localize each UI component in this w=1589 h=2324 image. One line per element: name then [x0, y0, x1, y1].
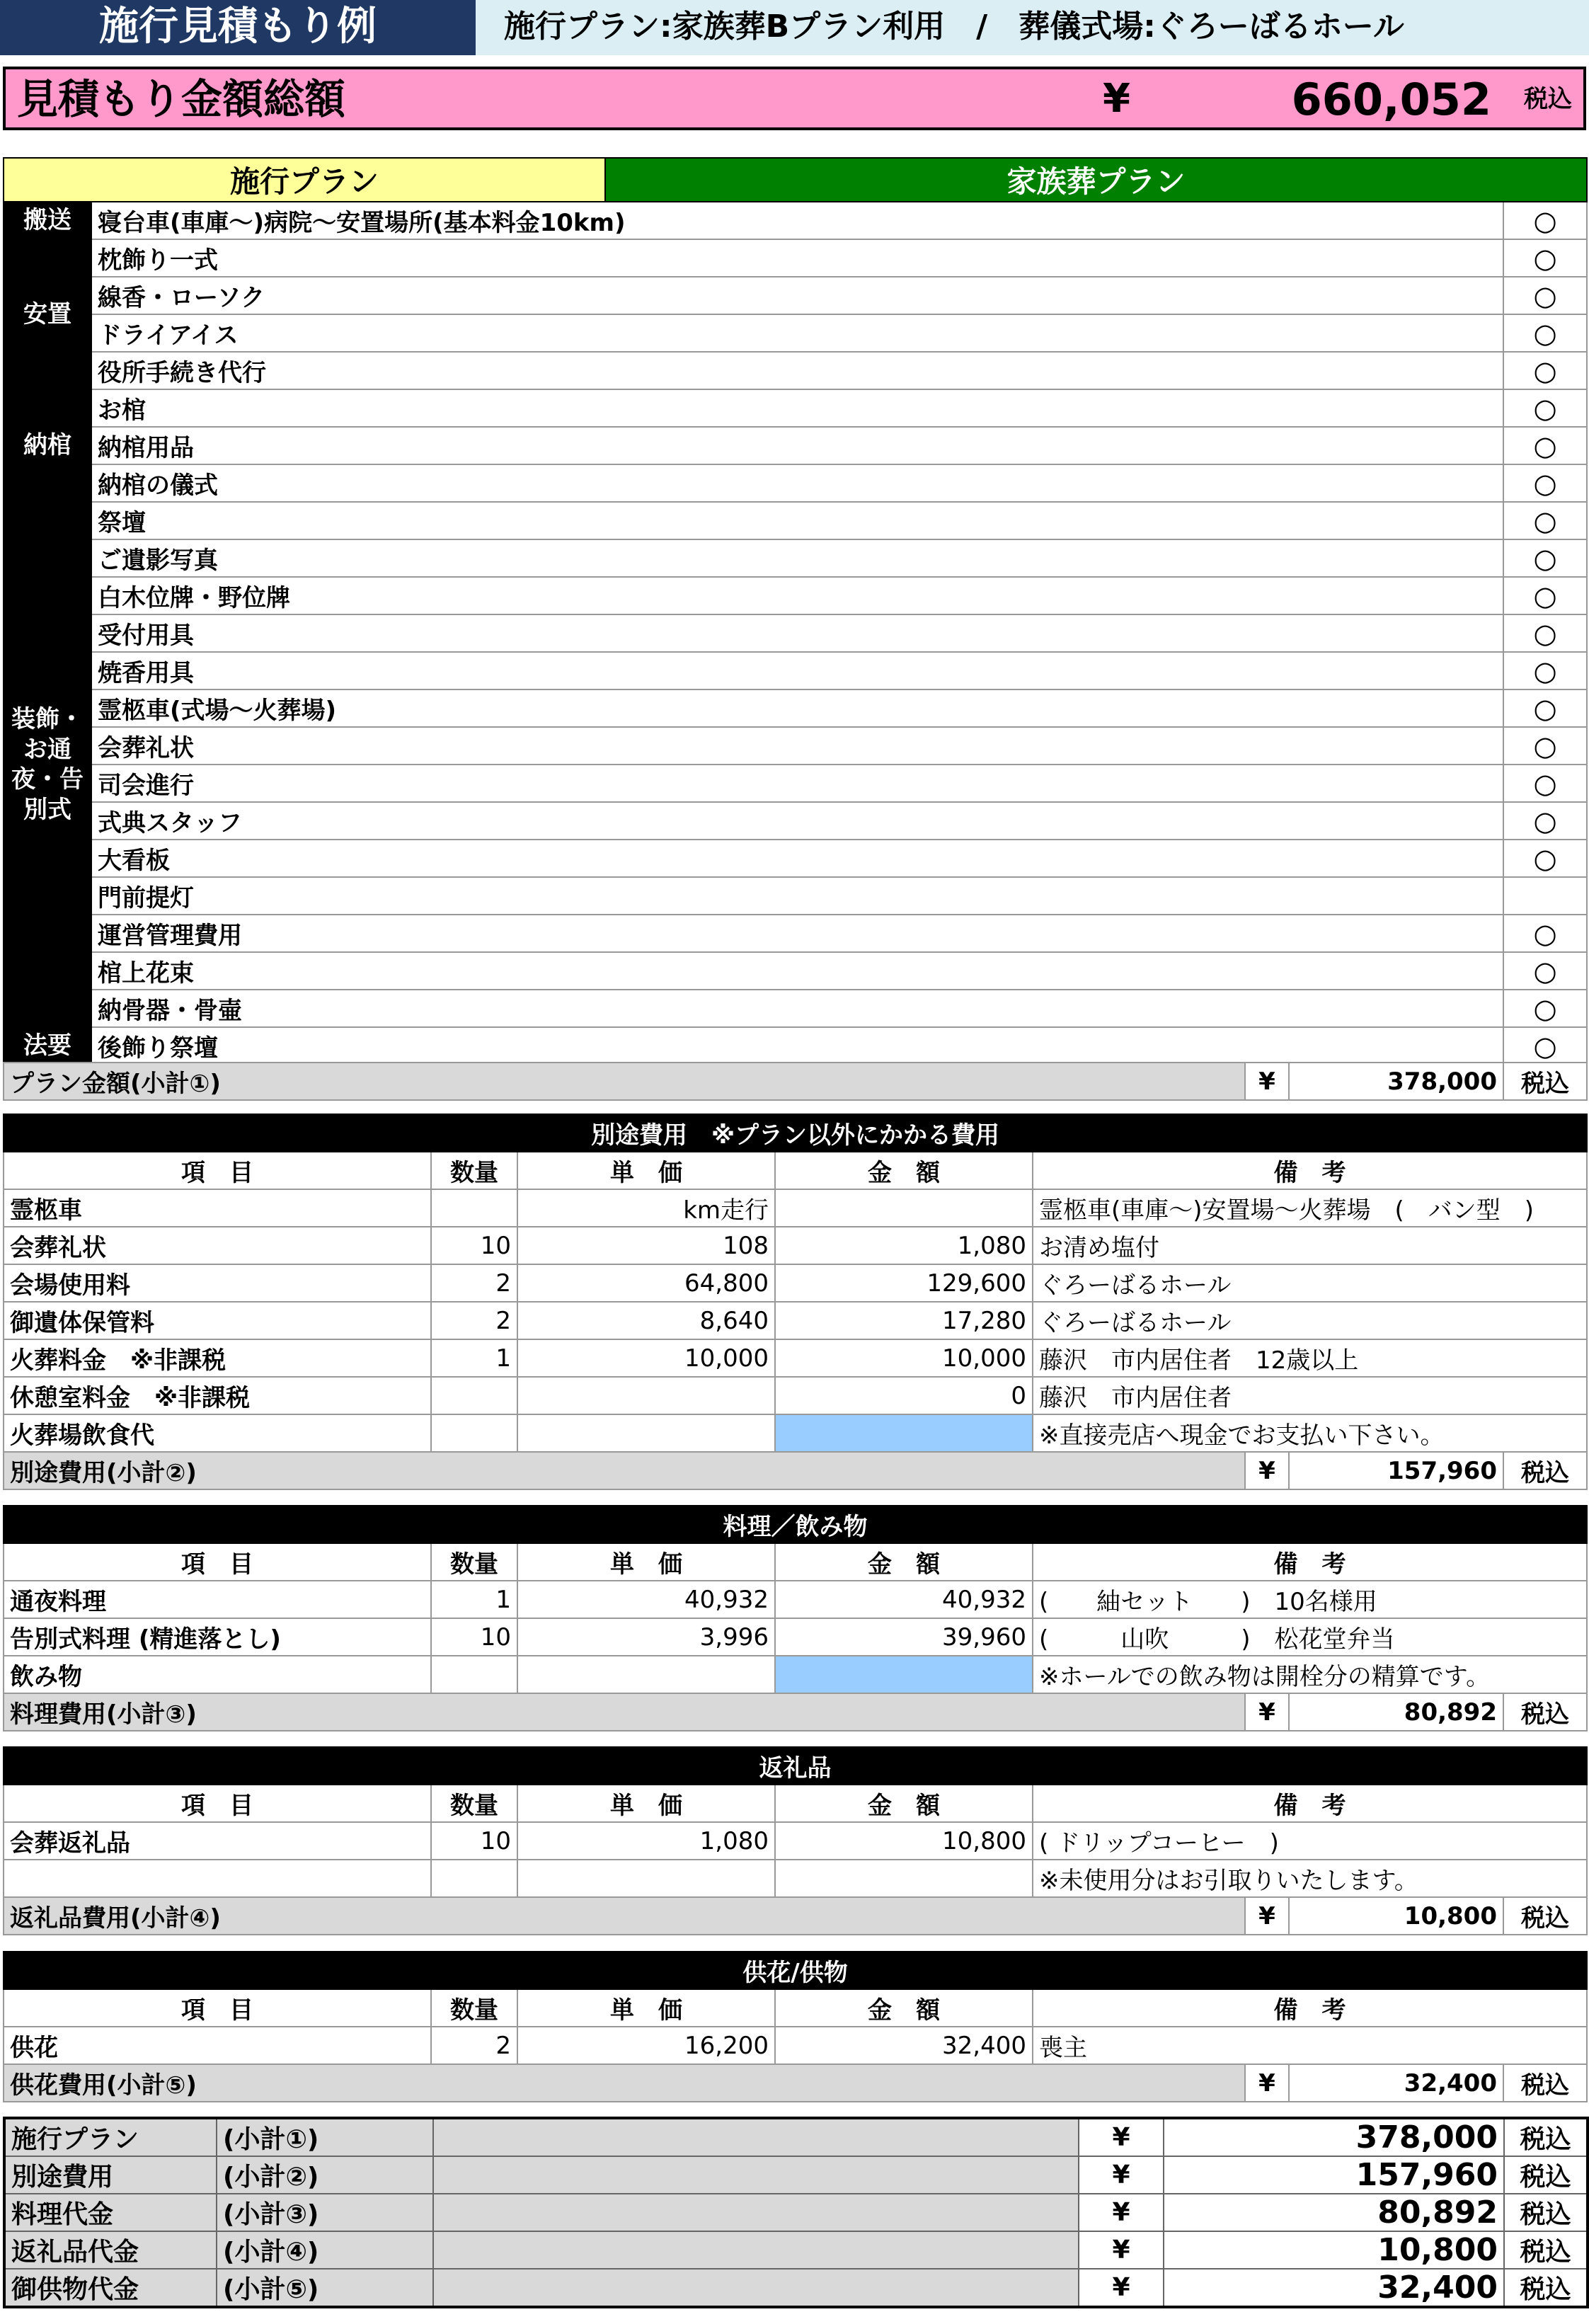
- plan-row: [4, 614, 1587, 652]
- item-name: 会場使用料: [4, 1264, 431, 1302]
- col-qty: 数量: [431, 1989, 517, 2027]
- summary-spacer: [433, 2269, 1079, 2307]
- table-row: [4, 1822, 1587, 1860]
- plan-row: [4, 202, 1587, 239]
- included-mark: ○: [1503, 952, 1587, 990]
- item-amount: 0: [775, 1377, 1033, 1414]
- plan-row: [4, 277, 1587, 314]
- plan-table: [3, 157, 1588, 1065]
- item-note: 藤沢 市内居住者: [1033, 1377, 1587, 1414]
- item-unit: 40,932: [517, 1581, 775, 1618]
- plan-item: 白木位牌・野位牌: [91, 577, 1503, 614]
- summary-row: [4, 2118, 1588, 2156]
- table-row: [4, 1581, 1587, 1618]
- item-name: 告別式料理 (精進落とし): [4, 1618, 431, 1656]
- plan-item: 霊柩車(式場～火葬場): [91, 689, 1503, 727]
- item-note: ※ホールでの飲み物は開栓分の精算です。: [1033, 1656, 1587, 1693]
- plan-row: [4, 727, 1587, 765]
- extra-subtotal-yen: ¥: [1245, 1452, 1289, 1489]
- item-unit: km走行: [517, 1189, 775, 1227]
- plan-subtotal-yen: ¥: [1245, 1063, 1289, 1100]
- item-unit: 1,080: [517, 1822, 775, 1860]
- plan-item: 祭壇: [91, 502, 1503, 539]
- plan-subtotal-label: プラン金額(小計①): [4, 1063, 1245, 1100]
- summary-tax: 税込: [1504, 2231, 1588, 2269]
- item-unit: 64,800: [517, 1264, 775, 1302]
- extra-section-title: 別途費用 ※プラン以外にかかる費用: [4, 1114, 1587, 1152]
- included-mark: ○: [1503, 502, 1587, 539]
- summary-row: [4, 2156, 1588, 2194]
- item-name: 供花: [4, 2027, 431, 2064]
- col-item: 項 目: [4, 1543, 431, 1581]
- item-note: ぐろーばるホール: [1033, 1264, 1587, 1302]
- included-mark: ○: [1503, 202, 1587, 239]
- item-unit: 16,200: [517, 2027, 775, 2064]
- item-note: 喪主: [1033, 2027, 1587, 2064]
- gift-subtotal-tax: 税込: [1503, 1897, 1587, 1935]
- extra-subtotal-label: 別途費用(小計②): [4, 1452, 1245, 1489]
- grand-total-tax: 税込: [1524, 85, 1572, 113]
- food-subtotal-amount: 80,892: [1289, 1693, 1503, 1731]
- item-amount: [775, 1414, 1033, 1452]
- col-unit-price: 単 価: [517, 1152, 775, 1189]
- summary-tax: 税込: [1504, 2269, 1588, 2307]
- col-note: 備 考: [1033, 1785, 1587, 1822]
- summary-amount: 378,000: [1164, 2118, 1504, 2156]
- plan-item: 会葬礼状: [91, 727, 1503, 765]
- item-qty: 1: [431, 1581, 517, 1618]
- item-qty: 1: [431, 1339, 517, 1377]
- plan-row: [4, 464, 1587, 502]
- summary-yen: ¥: [1079, 2194, 1164, 2231]
- table-row: [4, 1339, 1587, 1377]
- item-amount: 17,280: [775, 1302, 1033, 1339]
- summary-spacer: [433, 2194, 1079, 2231]
- included-mark: ○: [1503, 765, 1587, 802]
- plan-row: [4, 952, 1587, 990]
- item-unit: 108: [517, 1227, 775, 1264]
- summary-table: [3, 2117, 1589, 2308]
- item-qty: [431, 1377, 517, 1414]
- col-item: 項 目: [4, 1152, 431, 1189]
- table-row: [4, 1414, 1587, 1452]
- item-name: 会葬礼状: [4, 1227, 431, 1264]
- item-qty: [431, 1860, 517, 1897]
- food-section-title: 料理／飲み物: [4, 1506, 1587, 1543]
- extra-subtotal: [3, 1451, 1588, 1490]
- item-note: ( 山吹 ) 松花堂弁当: [1033, 1618, 1587, 1656]
- gift-subtotal: [3, 1896, 1588, 1935]
- item-qty: 10: [431, 1822, 517, 1860]
- table-row: [4, 1860, 1587, 1897]
- included-mark: ○: [1503, 689, 1587, 727]
- item-unit: [517, 1377, 775, 1414]
- flower-section-title: 供花/供物: [4, 1952, 1587, 1989]
- item-note: 霊柩車(車庫～)安置場～火葬場 ( バン型 ): [1033, 1189, 1587, 1227]
- plan-item: 棺上花束: [91, 952, 1503, 990]
- table-row: [4, 1189, 1587, 1227]
- item-note: ※直接売店へ現金でお支払い下さい。: [1033, 1414, 1587, 1452]
- item-unit: 8,640: [517, 1302, 775, 1339]
- category-anchi: 安置: [4, 239, 91, 389]
- category-hoyo: 法要: [4, 1027, 91, 1065]
- page-title: 施行見積もり例: [0, 0, 476, 55]
- item-name: 会葬返礼品: [4, 1822, 431, 1860]
- summary-spacer: [433, 2231, 1079, 2269]
- item-qty: 10: [431, 1227, 517, 1264]
- summary-sub: (小計①): [217, 2118, 433, 2156]
- category-decoration: 装飾・お通夜・告別式: [4, 502, 91, 1027]
- plan-row: [4, 539, 1587, 577]
- item-name: 火葬場飲食代: [4, 1414, 431, 1452]
- included-mark: ○: [1503, 464, 1587, 502]
- table-row: [4, 1227, 1587, 1264]
- plan-item: 線香・ローソク: [91, 277, 1503, 314]
- included-mark: ○: [1503, 239, 1587, 277]
- plan-item: 納骨器・骨壷: [91, 990, 1503, 1027]
- summary-spacer: [433, 2156, 1079, 2194]
- summary-amount: 10,800: [1164, 2231, 1504, 2269]
- gift-table: [3, 1746, 1588, 1898]
- item-name: [4, 1860, 431, 1897]
- grand-total-yen: ¥: [1103, 76, 1130, 122]
- plan-item: お棺: [91, 389, 1503, 427]
- plan-item: 式典スタッフ: [91, 802, 1503, 840]
- item-note: ぐろーばるホール: [1033, 1302, 1587, 1339]
- flower-subtotal-tax: 税込: [1503, 2064, 1587, 2102]
- plan-header-right: 家族葬プラン: [605, 158, 1587, 202]
- food-subtotal-yen: ¥: [1245, 1693, 1289, 1731]
- plan-row: [4, 577, 1587, 614]
- col-qty: 数量: [431, 1785, 517, 1822]
- summary-sub: (小計③): [217, 2194, 433, 2231]
- col-note: 備 考: [1033, 1543, 1587, 1581]
- plan-row: [4, 802, 1587, 840]
- flower-subtotal: [3, 2063, 1588, 2102]
- plan-row: [4, 765, 1587, 802]
- item-qty: [431, 1189, 517, 1227]
- plan-item: 大看板: [91, 840, 1503, 877]
- plan-item: ドライアイス: [91, 314, 1503, 352]
- table-row: [4, 2027, 1587, 2064]
- summary-spacer: [433, 2118, 1079, 2156]
- item-qty: 2: [431, 2027, 517, 2064]
- included-mark: ○: [1503, 427, 1587, 464]
- col-item: 項 目: [4, 1785, 431, 1822]
- category-nokan: 納棺: [4, 389, 91, 502]
- plan-item: 後飾り祭壇: [91, 1027, 1503, 1065]
- summary-name: 別途費用: [4, 2156, 217, 2194]
- flower-subtotal-yen: ¥: [1245, 2064, 1289, 2102]
- plan-subtotal-tax: 税込: [1503, 1063, 1587, 1100]
- item-amount: [775, 1189, 1033, 1227]
- summary-tax: 税込: [1504, 2194, 1588, 2231]
- gift-subtotal-label: 返礼品費用(小計④): [4, 1897, 1245, 1935]
- item-note: ( 紬セット ) 10名様用: [1033, 1581, 1587, 1618]
- plan-row: [4, 689, 1587, 727]
- col-item: 項 目: [4, 1989, 431, 2027]
- table-row: [4, 1656, 1587, 1693]
- included-mark: ○: [1503, 727, 1587, 765]
- grand-total-box: [3, 67, 1586, 130]
- included-mark: ○: [1503, 277, 1587, 314]
- plan-subtotal: [3, 1062, 1588, 1101]
- plan-item: 納棺用品: [91, 427, 1503, 464]
- included-mark: ○: [1503, 652, 1587, 689]
- included-mark: ○: [1503, 577, 1587, 614]
- item-qty: [431, 1656, 517, 1693]
- summary-row: [4, 2194, 1588, 2231]
- col-amount: 金 額: [775, 1989, 1033, 2027]
- included-mark: ○: [1503, 352, 1587, 389]
- item-amount: 32,400: [775, 2027, 1033, 2064]
- grand-total-label: 見積もり金額総額: [17, 75, 346, 123]
- col-qty: 数量: [431, 1152, 517, 1189]
- item-qty: 2: [431, 1302, 517, 1339]
- col-qty: 数量: [431, 1543, 517, 1581]
- plan-item: 受付用具: [91, 614, 1503, 652]
- plan-row: [4, 314, 1587, 352]
- item-unit: [517, 1860, 775, 1897]
- plan-item: 寝台車(車庫～)病院～安置場所(基本料金10km): [91, 202, 1503, 239]
- item-note: ※未使用分はお引取りいたします。: [1033, 1860, 1587, 1897]
- summary-amount: 32,400: [1164, 2269, 1504, 2307]
- food-subtotal: [3, 1693, 1588, 1731]
- col-amount: 金 額: [775, 1543, 1033, 1581]
- item-note: お清め塩付: [1033, 1227, 1587, 1264]
- item-name: 通夜料理: [4, 1581, 431, 1618]
- gift-section-title: 返礼品: [4, 1747, 1587, 1785]
- included-mark: ○: [1503, 539, 1587, 577]
- item-unit: [517, 1656, 775, 1693]
- plan-item: 運営管理費用: [91, 915, 1503, 952]
- included-mark: ○: [1503, 802, 1587, 840]
- plan-row: [4, 652, 1587, 689]
- plan-item: 役所手続き代行: [91, 352, 1503, 389]
- item-name: 御遺体保管料: [4, 1302, 431, 1339]
- item-note: ( ドリップコーヒー ): [1033, 1822, 1587, 1860]
- summary-amount: 157,960: [1164, 2156, 1504, 2194]
- item-amount: 129,600: [775, 1264, 1033, 1302]
- item-amount: 10,800: [775, 1822, 1033, 1860]
- summary-amount: 80,892: [1164, 2194, 1504, 2231]
- included-mark: ○: [1503, 1027, 1587, 1065]
- summary-yen: ¥: [1079, 2231, 1164, 2269]
- food-table: [3, 1505, 1588, 1694]
- plan-item: 焼香用具: [91, 652, 1503, 689]
- summary-name: 返礼品代金: [4, 2231, 217, 2269]
- grand-total-amount: 660,052: [1291, 74, 1491, 125]
- title-bar: [0, 0, 1589, 55]
- gift-subtotal-yen: ¥: [1245, 1897, 1289, 1935]
- summary-tax: 税込: [1504, 2118, 1588, 2156]
- included-mark: [1503, 877, 1587, 915]
- col-unit-price: 単 価: [517, 1543, 775, 1581]
- included-mark: ○: [1503, 614, 1587, 652]
- plan-row: [4, 239, 1587, 277]
- item-amount: 1,080: [775, 1227, 1033, 1264]
- col-amount: 金 額: [775, 1785, 1033, 1822]
- plan-item: 枕飾り一式: [91, 239, 1503, 277]
- table-row: [4, 1302, 1587, 1339]
- item-amount: 40,932: [775, 1581, 1033, 1618]
- included-mark: ○: [1503, 840, 1587, 877]
- extra-subtotal-amount: 157,960: [1289, 1452, 1503, 1489]
- category-transport: 搬送: [4, 202, 91, 239]
- plan-item: 司会進行: [91, 765, 1503, 802]
- table-row: [4, 1377, 1587, 1414]
- plan-row: [4, 502, 1587, 539]
- plan-header-left: 施行プラン: [4, 158, 605, 202]
- summary-sub: (小計④): [217, 2231, 433, 2269]
- plan-item: ご遺影写真: [91, 539, 1503, 577]
- col-note: 備 考: [1033, 1152, 1587, 1189]
- item-name: 火葬料金 ※非課税: [4, 1339, 431, 1377]
- col-note: 備 考: [1033, 1989, 1587, 2027]
- item-note: 藤沢 市内居住者 12歳以上: [1033, 1339, 1587, 1377]
- summary-row: [4, 2231, 1588, 2269]
- included-mark: ○: [1503, 389, 1587, 427]
- item-qty: 2: [431, 1264, 517, 1302]
- plan-subtotal-amount: 378,000: [1289, 1063, 1503, 1100]
- item-name: 霊柩車: [4, 1189, 431, 1227]
- table-row: [4, 1264, 1587, 1302]
- summary-name: 料理代金: [4, 2194, 217, 2231]
- plan-row: [4, 990, 1587, 1027]
- summary-yen: ¥: [1079, 2118, 1164, 2156]
- food-subtotal-label: 料理費用(小計③): [4, 1693, 1245, 1731]
- summary-name: 御供物代金: [4, 2269, 217, 2307]
- item-amount: 10,000: [775, 1339, 1033, 1377]
- item-qty: [431, 1414, 517, 1452]
- plan-row: [4, 427, 1587, 464]
- item-qty: 10: [431, 1618, 517, 1656]
- plan-row: [4, 840, 1587, 877]
- extra-subtotal-tax: 税込: [1503, 1452, 1587, 1489]
- summary-sub: (小計⑤): [217, 2269, 433, 2307]
- item-name: 休憩室料金 ※非課税: [4, 1377, 431, 1414]
- col-unit-price: 単 価: [517, 1785, 775, 1822]
- item-amount: [775, 1656, 1033, 1693]
- extra-costs-table: [3, 1114, 1588, 1453]
- col-amount: 金 額: [775, 1152, 1033, 1189]
- gift-subtotal-amount: 10,800: [1289, 1897, 1503, 1935]
- item-amount: 39,960: [775, 1618, 1033, 1656]
- plan-row: [4, 389, 1587, 427]
- plan-item: 門前提灯: [91, 877, 1503, 915]
- item-amount: [775, 1860, 1033, 1897]
- plan-info: 施行プラン:家族葬Bプラン利用 / 葬儀式場:ぐろーばるホール: [476, 0, 1589, 55]
- flower-subtotal-amount: 32,400: [1289, 2064, 1503, 2102]
- item-unit: [517, 1414, 775, 1452]
- summary-yen: ¥: [1079, 2269, 1164, 2307]
- plan-item: 納棺の儀式: [91, 464, 1503, 502]
- item-name: 飲み物: [4, 1656, 431, 1693]
- included-mark: ○: [1503, 990, 1587, 1027]
- summary-name: 施行プラン: [4, 2118, 217, 2156]
- table-row: [4, 1618, 1587, 1656]
- plan-row: [4, 877, 1587, 915]
- col-unit-price: 単 価: [517, 1989, 775, 2027]
- item-unit: 3,996: [517, 1618, 775, 1656]
- food-subtotal-tax: 税込: [1503, 1693, 1587, 1731]
- summary-yen: ¥: [1079, 2156, 1164, 2194]
- flower-subtotal-label: 供花費用(小計⑤): [4, 2064, 1245, 2102]
- included-mark: ○: [1503, 915, 1587, 952]
- included-mark: ○: [1503, 314, 1587, 352]
- summary-sub: (小計②): [217, 2156, 433, 2194]
- flower-table: [3, 1951, 1588, 2065]
- summary-tax: 税込: [1504, 2156, 1588, 2194]
- plan-row: [4, 1027, 1587, 1065]
- plan-row: [4, 352, 1587, 389]
- plan-row: [4, 915, 1587, 952]
- summary-row: [4, 2269, 1588, 2307]
- item-unit: 10,000: [517, 1339, 775, 1377]
